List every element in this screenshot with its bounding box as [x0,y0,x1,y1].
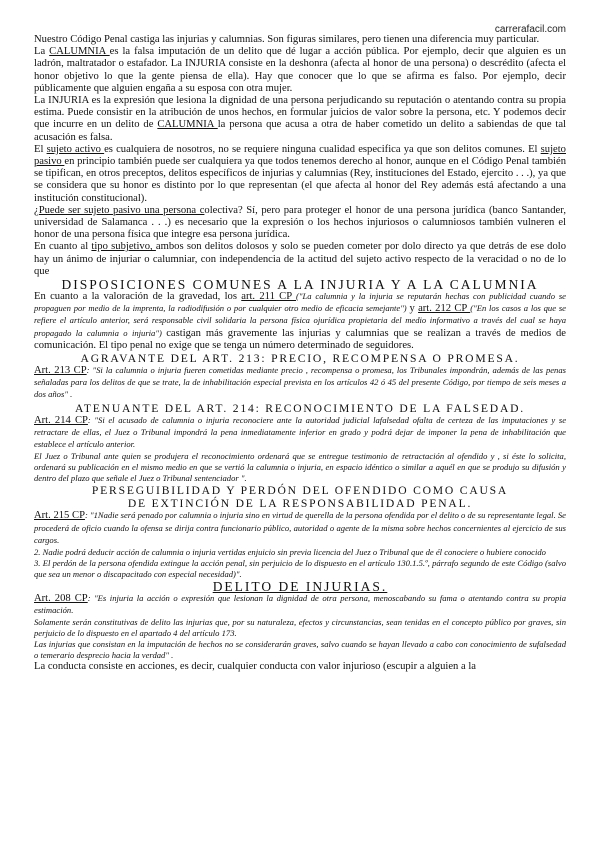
paragraph-art-208-hechos: Las injurias que consistan en la imputación de hechos no se considerarán graves, salvo cuando se hayan llevado a cabo con conocimiento de sufalsedad o temerario desprecio hacia la verdad" . [34,639,566,661]
paragraph-calumnia: La CALUMNIA es la falsa imputación de un delito que dé lugar a acción pública. Por ejemplo, decir que alguien es un ladrón, maltratador o estafador. La INJURIA consiste en la deshonra (afecta al honor de una persona) o descrédito (afecta el honor objetivo lo que la gente piensa de ella). Hay que conocer que lo que se afirma es falso. Por ejemplo, decir públicamente que alguien engaña a su esposa con otra mujer. [34,46,567,94]
paragraph-sujetos: El sujeto activo es cualquiera de nosotros, no se requiere ninguna cualidad especifica ya que son delitos comunes. El sujeto pasivo en principio también puede ser cualquiera ya que todos tenemos derecho al honor, aunque en el Código Penal también se tipifican, en otros preceptos, delitos específicos de injurias y calumnias (Rey, instituciones del Estado, ejercito . . .), ya que se considera que su honor es distinto por lo que representan (el que afecta al honor del Rey además está afectando a una institución constitucional). [34,143,567,204]
heading-perseguibilidad-line1: PERSEGUIBILIDAD Y PERDÓN DEL OFENDIDO COMO CAUSA [91,484,509,498]
heading-disposiciones-comunes: DISPOSICIONES COMUNES A LA INJURIA Y A LA CALUMNIA [61,277,539,293]
paragraph-art-215-3: 3. El perdón de la persona ofendida extingue la acción penal, sin perjuicio de lo dispuesto en el artículo 130.1.5.º, párrafo segundo de este Código (salvo que sea un menor o discapacitado con especial necesidad)". [34,557,566,579]
paragraph-persona-colectiva: ¿Puede ser sujeto pasivo una persona colectiva? Sí, pero para proteger el honor de una persona jurídica (banco Santander, universidad de Salamanca . . .) es necesario que la expresión o los hechos injuriosos o calumniosos también vulneren el honor de una persona física que integre esa persona jurídica. [34,204,566,241]
paragraph-injuria: La INJURIA es la expresión que lesiona la dignidad de una persona perjudicando su reputación o atentando contra su propia estima. Puede consistir en la atribución de unos hechos, en formular juicios de valor sobre la persona, etc. Y podemos decir que incurre en un delito de CALUMNIA la persona que acusa a otra de haber cometido un delito a sabiendas de que tal acusación es falsa. [34,95,567,143]
paragraph-intro: Nuestro Código Penal castiga las injurias y calumnias. Son figuras similares, pero tienen una diferencia muy particular. [34,34,540,45]
paragraph-art-214-retractacion: El Juez o Tribunal ante quien se produjera el reconocimiento ordenará que se entregue testimonio de retractación al ofendido y , si éste lo solicita, ordenará su publicación en el mismo medio en que se vertió la calumnia o injuria, en espacio idéntico o similar a aquél en que se produjo su difusión y dentro del plazo que señale el Juez o Tribunal sentenciador ". [34,451,566,484]
paragraph-conducta: La conducta consiste en acciones, es decir, cualquier conducta con valor injurioso (escupir a alguien a la [34,661,476,673]
paragraph-art-215-2: 2. Nadie podrá deducir acción de calumnia o injuria vertidas enjuicio sin previa licencia del Juez o Tribunal que de él conociere o hubiere conocido [34,546,546,557]
paragraph-art-214: Art. 214 CP: "Si el acusado de calumnia o injuria reconociere ante la autoridad judicial lafalsedad ofalta de certeza de las imputaciones y se retractare de ellas, el Juez o Tribunal impondrá la pena inmediatamente inferior en grado y podrá dejar de imponer la pena de inhabilitación que establece el artículo anterior. [34,414,567,450]
heading-delito-injurias: DELITO DE INJURIAS. [212,578,388,594]
paragraph-art-215: Art. 215 CP: "1Nadie será penado por calumnia o injuria sino en virtud de querella de la persona ofendida por el delito o de su representante legal. Se procederá de oficio cuando la ofensa se dirija contra funcionario público, autoridad o agente de la misma sobre hechos concernientes al ejercicio de sus cargos. [34,510,566,545]
paragraph-art-213: Art. 213 CP: "Si la calumnia o injuria fueren cometidas mediante precio , recompensa o promesa, los Tribunales impondrán, además de las penas señaladas para los delitos de que se trate, la de inhabilitación especial prevista en los artículos 42 ó 45 del presente Código, por tiempo de seis meses a dos años" . [34,365,566,400]
paragraph-art-208-graves: Solamente serán constitutivas de delito las injurias que, por su naturaleza, efectos y circunstancias, sean tenidas en el concepto público por graves, sin perjuicio de lo dispuesto en el apartado 4 del artículo 173. [34,617,566,639]
heading-perseguibilidad-line2: DE EXTINCIÓN DE LA RESPONSABILIDAD PENAL. [127,497,473,511]
heading-atenuante-214: ATENUANTE DEL ART. 214: RECONOCIMIENTO DE LA FALSEDAD. [75,401,525,415]
paragraph-tipo-subjetivo: En cuanto al tipo subjetivo, ambos son delitos dolosos y solo se pueden cometer por dolo directo ya que detrás de ese dolo hay un ánimo de injuriar o calumniar, con independencia de la actitud del sujeto activo respecto de la veracidad o no de lo que [34,241,566,277]
paragraph-art-208: Art. 208 CP: "Es injuria la acción o expresión que lesionan la dignidad de otra persona, menoscabando su fama o atentando contra su propia estimación. [34,592,566,616]
heading-agravante-213: AGRAVANTE DEL ART. 213: PRECIO, RECOMPENSA O PROMESA. [80,352,520,366]
paragraph-gravedad: En cuanto a la valoración de la gravedad, los art. 211 CP ("La calumnia y la injuria se reputarán hechas con publicidad cuando se propaguen por medio de la imprenta, la radiodifusión o por cualquier otro medio de eficacia semejante") y art. 212 CP ("En los casos a los que se refiere el artículo anterior, será responsable civil solidaria la persona física ojurídica propietaria del medio informativo a través del cual se haya propagado la calumnia o injuria") castigan más gravemente las injurias y calumnias que se realizan a través de medios de comunicación. El tipo penal no exige que se tenga un número determinado de seguidores. [34,291,566,351]
site-watermark[interactable]: carrerafacil.com [494,24,566,35]
